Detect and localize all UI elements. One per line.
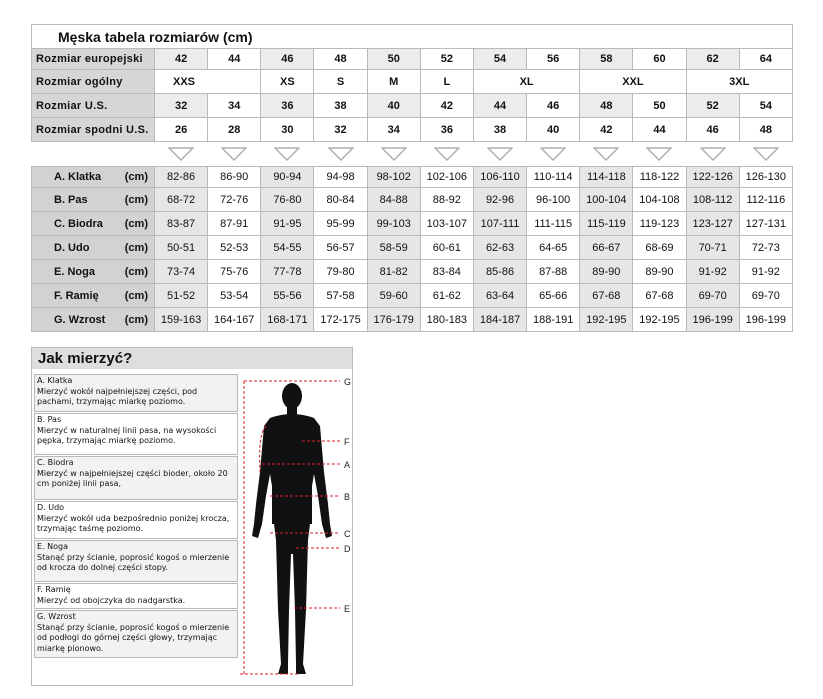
cell: 91-92 [739, 260, 792, 284]
cell: 53-54 [208, 284, 261, 308]
cell: XXS [155, 70, 261, 94]
cell: 112-116 [739, 188, 792, 212]
cell: 50-51 [155, 236, 208, 260]
cell: 73-74 [155, 260, 208, 284]
measure-label-hips [32, 212, 155, 236]
cell: 91-95 [261, 212, 314, 236]
cell: 42 [580, 118, 633, 142]
down-arrow-icon [473, 142, 526, 167]
how-to-item-text: Mierzyć wokół uda bezpośrednio poniżej krocza, trzymając taśmę poziomo. [37, 513, 230, 533]
cell: 122-126 [686, 167, 739, 188]
cell: 68-72 [155, 188, 208, 212]
cell: L [420, 70, 473, 94]
cell: 118-122 [633, 167, 686, 188]
measure-letter: C [344, 529, 351, 539]
measure-label-arm [32, 284, 155, 308]
how-to-item-name: G. Wzrost [37, 612, 76, 621]
down-arrow-icon [208, 142, 261, 167]
cell: 91-92 [686, 260, 739, 284]
measure-label-leg [32, 260, 155, 284]
cell: 126-130 [739, 167, 792, 188]
measure-letter: G [344, 377, 352, 387]
cell: 85-86 [473, 260, 526, 284]
cell: 52 [420, 49, 473, 70]
cell: 72-73 [739, 236, 792, 260]
cell: 70-71 [686, 236, 739, 260]
cell: 89-90 [580, 260, 633, 284]
cell: 38 [314, 94, 367, 118]
cell: 84-88 [367, 188, 420, 212]
how-to-item [34, 583, 238, 609]
cell: 127-131 [739, 212, 792, 236]
cell: 56-57 [314, 236, 367, 260]
row-label-us: Rozmiar U.S. [32, 94, 155, 118]
cell: 44 [473, 94, 526, 118]
cell: 98-102 [367, 167, 420, 188]
cell: 48 [580, 94, 633, 118]
how-to-measure-list [34, 374, 238, 659]
cell: 115-119 [580, 212, 633, 236]
cell: 32 [155, 94, 208, 118]
down-arrow-icon [314, 142, 367, 167]
row-label-european: Rozmiar europejski [32, 49, 155, 70]
cell: 62 [686, 49, 739, 70]
how-to-item-text: Mierzyć w naturalnej linii pasa, na wysokości pępka, trzymając miarkę poziomo. [37, 425, 217, 445]
measure-letter: A [344, 460, 351, 470]
cell: 94-98 [314, 167, 367, 188]
how-to-item-text: Mierzyć w najpełniejszej części bioder, około 20 cm poniżej linii pasa, [37, 468, 228, 488]
cell: 66-67 [580, 236, 633, 260]
cell: 61-62 [420, 284, 473, 308]
unit-label: (cm) [124, 193, 148, 206]
cell: 96-100 [527, 188, 580, 212]
cell: 67-68 [580, 284, 633, 308]
cell: 63-64 [473, 284, 526, 308]
measure-label-height [32, 308, 155, 332]
down-arrow-icon [420, 142, 473, 167]
cell: 102-106 [420, 167, 473, 188]
cell: 51-52 [155, 284, 208, 308]
measure-letter: D [344, 544, 351, 554]
cell: 69-70 [686, 284, 739, 308]
how-to-item-text: Stanąć przy ścianie, poprosić kogoś o mierzenie od krocza do dolnej części stopy. [37, 552, 230, 572]
body-silhouette-icon [252, 383, 332, 674]
cell: 89-90 [633, 260, 686, 284]
down-arrow-icon [633, 142, 686, 167]
cell: 87-91 [208, 212, 261, 236]
cell: 95-99 [314, 212, 367, 236]
cell: 83-84 [420, 260, 473, 284]
cell: 107-111 [473, 212, 526, 236]
cell: 48 [739, 118, 792, 142]
cell: 172-175 [314, 308, 367, 332]
cell: 99-103 [367, 212, 420, 236]
cell: 44 [208, 49, 261, 70]
cell: 68-69 [633, 236, 686, 260]
cell: 196-199 [739, 308, 792, 332]
cell: XL [473, 70, 579, 94]
down-arrow-icon [686, 142, 739, 167]
cell: 184-187 [473, 308, 526, 332]
cell: 88-92 [420, 188, 473, 212]
down-arrow-icon [261, 142, 314, 167]
row-label-us-pants: Rozmiar spodni U.S. [32, 118, 155, 142]
cell: 64 [739, 49, 792, 70]
measure-name: D. Udo [54, 241, 90, 254]
cell: XXL [580, 70, 686, 94]
cell: 111-115 [527, 212, 580, 236]
cell: 48 [314, 49, 367, 70]
down-arrow-icon [739, 142, 792, 167]
cell: 108-112 [686, 188, 739, 212]
cell: 90-94 [261, 167, 314, 188]
measure-letter: F [344, 437, 350, 447]
cell: 3XL [686, 70, 792, 94]
cell: 28 [208, 118, 261, 142]
measure-name: C. Biodra [54, 217, 103, 230]
how-to-item-text: Mierzyć wokół najpełniejszej części, pod pachami, trzymając miarkę poziomo. [37, 386, 198, 406]
cell: 60 [633, 49, 686, 70]
cell: 65-66 [527, 284, 580, 308]
cell: 44 [633, 118, 686, 142]
cell: 176-179 [367, 308, 420, 332]
cell: 168-171 [261, 308, 314, 332]
how-to-item [34, 501, 238, 539]
cell: 119-123 [633, 212, 686, 236]
cell: 46 [261, 49, 314, 70]
measure-name: E. Noga [54, 265, 95, 278]
cell: 54 [473, 49, 526, 70]
cell: 50 [367, 49, 420, 70]
cell: 79-80 [314, 260, 367, 284]
cell: 192-195 [633, 308, 686, 332]
unit-label: (cm) [124, 217, 148, 230]
how-to-measure-title: Jak mierzyć? [32, 348, 352, 369]
unit-label: (cm) [124, 289, 148, 302]
how-to-item-name: B. Pas [37, 415, 62, 424]
measure-letter: B [344, 492, 351, 502]
cell: 75-76 [208, 260, 261, 284]
cell: 59-60 [367, 284, 420, 308]
cell: 30 [261, 118, 314, 142]
cell: 46 [527, 94, 580, 118]
cell: XS [261, 70, 314, 94]
cell: 69-70 [739, 284, 792, 308]
cell: 36 [261, 94, 314, 118]
cell: 106-110 [473, 167, 526, 188]
measure-letter: E [344, 604, 351, 614]
cell: 32 [314, 118, 367, 142]
cell: 52-53 [208, 236, 261, 260]
cell: 81-82 [367, 260, 420, 284]
cell: 80-84 [314, 188, 367, 212]
how-to-item [34, 540, 238, 582]
cell: 92-96 [473, 188, 526, 212]
cell: S [314, 70, 367, 94]
cell: 64-65 [527, 236, 580, 260]
cell: 38 [473, 118, 526, 142]
cell: 26 [155, 118, 208, 142]
down-arrow-icon [527, 142, 580, 167]
cell: 56 [527, 49, 580, 70]
cell: M [367, 70, 420, 94]
down-arrow-icon [155, 142, 208, 167]
cell: 34 [208, 94, 261, 118]
how-to-item [34, 610, 238, 658]
cell: 196-199 [686, 308, 739, 332]
how-to-item [34, 456, 238, 500]
cell: 58 [580, 49, 633, 70]
how-to-item-text: Mierzyć od obojczyka do nadgarstka. [37, 595, 186, 605]
cell: 57-58 [314, 284, 367, 308]
how-to-item-name: D. Udo [37, 503, 65, 512]
measure-label-thigh [32, 236, 155, 260]
cell: 54-55 [261, 236, 314, 260]
cell: 110-114 [527, 167, 580, 188]
how-to-item-name: F. Ramię [37, 585, 71, 594]
cell: 100-104 [580, 188, 633, 212]
cell: 55-56 [261, 284, 314, 308]
body-figure [240, 374, 352, 684]
row-label-general: Rozmiar ogólny [32, 70, 155, 94]
unit-label: (cm) [124, 313, 148, 326]
cell: 52 [686, 94, 739, 118]
cell: 123-127 [686, 212, 739, 236]
unit-label: (cm) [124, 265, 148, 278]
cell: 40 [367, 94, 420, 118]
cell: 87-88 [527, 260, 580, 284]
cell: 50 [633, 94, 686, 118]
how-to-item-name: A. Klatka [37, 376, 73, 385]
cell: 164-167 [208, 308, 261, 332]
cell: 72-76 [208, 188, 261, 212]
chart-title: Męska tabela rozmiarów (cm) [32, 25, 793, 49]
down-arrow-icon [580, 142, 633, 167]
cell: 103-107 [420, 212, 473, 236]
cell: 34 [367, 118, 420, 142]
cell: 76-80 [261, 188, 314, 212]
unit-label: (cm) [124, 241, 148, 254]
arrow-row [32, 142, 793, 167]
cell: 188-191 [527, 308, 580, 332]
cell: 60-61 [420, 236, 473, 260]
cell: 114-118 [580, 167, 633, 188]
measure-label-waist [32, 188, 155, 212]
cell: 192-195 [580, 308, 633, 332]
unit-label: (cm) [124, 171, 148, 183]
cell: 83-87 [155, 212, 208, 236]
cell: 36 [420, 118, 473, 142]
cell: 42 [420, 94, 473, 118]
how-to-item [34, 374, 238, 412]
cell: 86-90 [208, 167, 261, 188]
how-to-item-name: C. Biodra [37, 458, 74, 467]
cell: 58-59 [367, 236, 420, 260]
measure-label-chest [32, 167, 155, 188]
size-chart-table [31, 24, 793, 332]
cell: 159-163 [155, 308, 208, 332]
cell: 40 [527, 118, 580, 142]
cell: 54 [739, 94, 792, 118]
cell: 77-78 [261, 260, 314, 284]
cell: 42 [155, 49, 208, 70]
measure-name: G. Wzrost [54, 313, 106, 326]
down-arrow-icon [367, 142, 420, 167]
measure-name: B. Pas [54, 193, 88, 206]
cell: 180-183 [420, 308, 473, 332]
cell: 104-108 [633, 188, 686, 212]
how-to-item-text: Stanąć przy ścianie, poprosić kogoś o mierzenie od podłogi do górnej części głowy, trzymając miarkę pionowo. [37, 622, 230, 653]
cell: 46 [686, 118, 739, 142]
measure-name: F. Ramię [54, 289, 99, 302]
how-to-measure-panel [31, 347, 353, 686]
how-to-item-name: E. Noga [37, 542, 68, 551]
cell: 62-63 [473, 236, 526, 260]
cell: 67-68 [633, 284, 686, 308]
measure-name: A. Klatka [54, 171, 102, 183]
cell: 82-86 [155, 167, 208, 188]
how-to-item [34, 413, 238, 455]
